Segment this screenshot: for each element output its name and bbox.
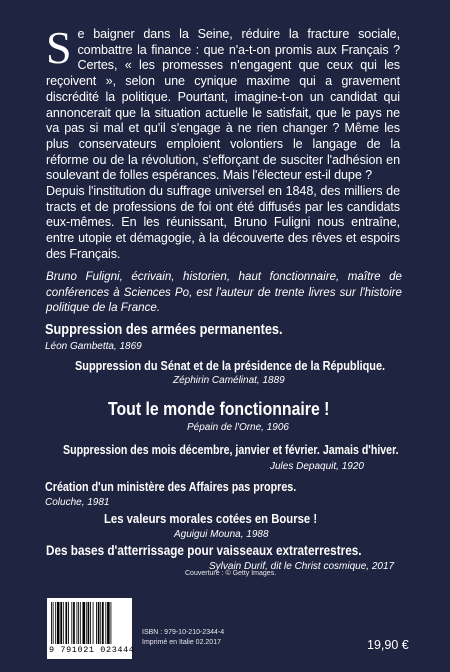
barcode-bar <box>90 602 91 644</box>
intro-paragraph-2: Depuis l'institution du suffrage universel en 1848, des milliers de tracts et de professions de foi ont été diffusés par les candidats eux-mêmes. En les réunissant, Bruno Fuligni nous entraîne, entre utopie et démagogie, à la découverte des rêves et espoirs des Français. <box>46 184 400 261</box>
barcode-bar <box>68 602 69 644</box>
quote-2-text: Suppression du Sénat et de la présidence de la République. <box>75 358 386 373</box>
quote-4-author: Jules Depaquit, 1920 <box>270 461 364 472</box>
quote-2 <box>75 358 444 386</box>
barcode-bar <box>100 602 101 644</box>
quote-5 <box>45 480 337 508</box>
barcode-bars <box>51 602 128 646</box>
quote-2-author: Zéphirin Camélinat, 1889 <box>173 375 285 386</box>
quote-7-text: Des bases d'atterrissage pour vaisseaux extraterrestres. <box>46 543 362 558</box>
quote-6-text: Les valeurs morales cotées en Bourse ! <box>104 511 318 526</box>
quote-7-author: Sylvain Durif, dit le Christ cosmique, 2017 <box>209 561 395 572</box>
barcode <box>47 598 135 659</box>
author-bio: Bruno Fuligni, écrivain, historien, haut fonctionnaire, maître de conférences à Sciences Po, est l'auteur de trente livres sur l'histoire politique de la France. <box>46 270 402 315</box>
quote-1-text: Suppression des armées permanentes. <box>45 322 283 338</box>
barcode-bar <box>65 602 67 644</box>
quote-4 <box>63 443 450 472</box>
barcode-bar <box>60 602 62 644</box>
barcode-bar <box>55 602 56 644</box>
isbn: ISBN : 979-10-210-2344-4 <box>142 629 225 636</box>
barcode-bar <box>96 602 97 644</box>
barcode-bar <box>71 602 72 644</box>
barcode-bar <box>102 602 104 644</box>
barcode-bar <box>105 602 106 644</box>
barcode-bar <box>93 602 94 644</box>
printed-in: Imprimé en Italie 02.2017 <box>142 639 221 646</box>
quote-6-author: Aguigui Mouna, 1988 <box>174 529 269 540</box>
price: 19,90 € <box>367 638 409 652</box>
barcode-bar <box>78 602 79 644</box>
barcode-bar <box>111 602 112 644</box>
cover-credit: Couverture : © Getty Images. <box>185 570 277 577</box>
barcode-bar <box>57 602 60 644</box>
quote-5-text: Création d'un ministère des Affaires pas propres. <box>45 480 297 494</box>
barcode-bar <box>63 602 64 644</box>
quote-7 <box>46 543 409 572</box>
barcode-bar <box>77 602 78 644</box>
drop-cap: S <box>46 22 72 73</box>
barcode-bar <box>51 602 52 644</box>
quote-3 <box>108 399 360 433</box>
quote-1-author: Léon Gambetta, 1869 <box>45 341 142 352</box>
quote-3-author: Pépain de l'Orne, 1906 <box>187 422 289 433</box>
barcode-bar <box>86 602 87 644</box>
intro-paragraph-1: e baigner dans la Seine, réduire la fracture sociale, combattre la finance : que n'a-t-on promis aux Français ? Certes, « les promesses n'engagent que ceux qui les reçoivent », selon une cynique maxime qui a gravement discrédité la politique. Pourtant, imagine-t-on un candidat qui annoncerait que la situation actuelle le satisfait, que le pays ne va pas si mal et qu'il s'engage à ne rien changer ? Même les plus conservateurs emploient volontiers le langage de la réforme ou de la révolution, s'efforçant de susciter l'adhésion en soulevant de folles espérances. Mais l'électeur est-il dupe ? <box>46 27 400 183</box>
barcode-bar <box>88 602 90 644</box>
quote-3-text: Tout le monde fonctionnaire ! <box>108 399 330 419</box>
barcode-bar <box>80 602 81 644</box>
intro-text <box>46 22 400 263</box>
barcode-bar <box>53 602 54 644</box>
quote-4-text: Suppression des mois décembre, janvier et février. Jamais d'hiver. <box>63 443 399 457</box>
quote-5-author: Coluche, 1981 <box>45 497 110 508</box>
barcode-bar <box>82 602 85 644</box>
barcode-number: 9 791021 023444 <box>49 645 135 655</box>
barcode-bar <box>98 602 100 644</box>
barcode-bar <box>107 602 110 644</box>
barcode-bar <box>73 602 75 644</box>
quote-1 <box>45 322 315 352</box>
quote-6 <box>104 511 349 540</box>
isbn-block <box>142 628 224 648</box>
